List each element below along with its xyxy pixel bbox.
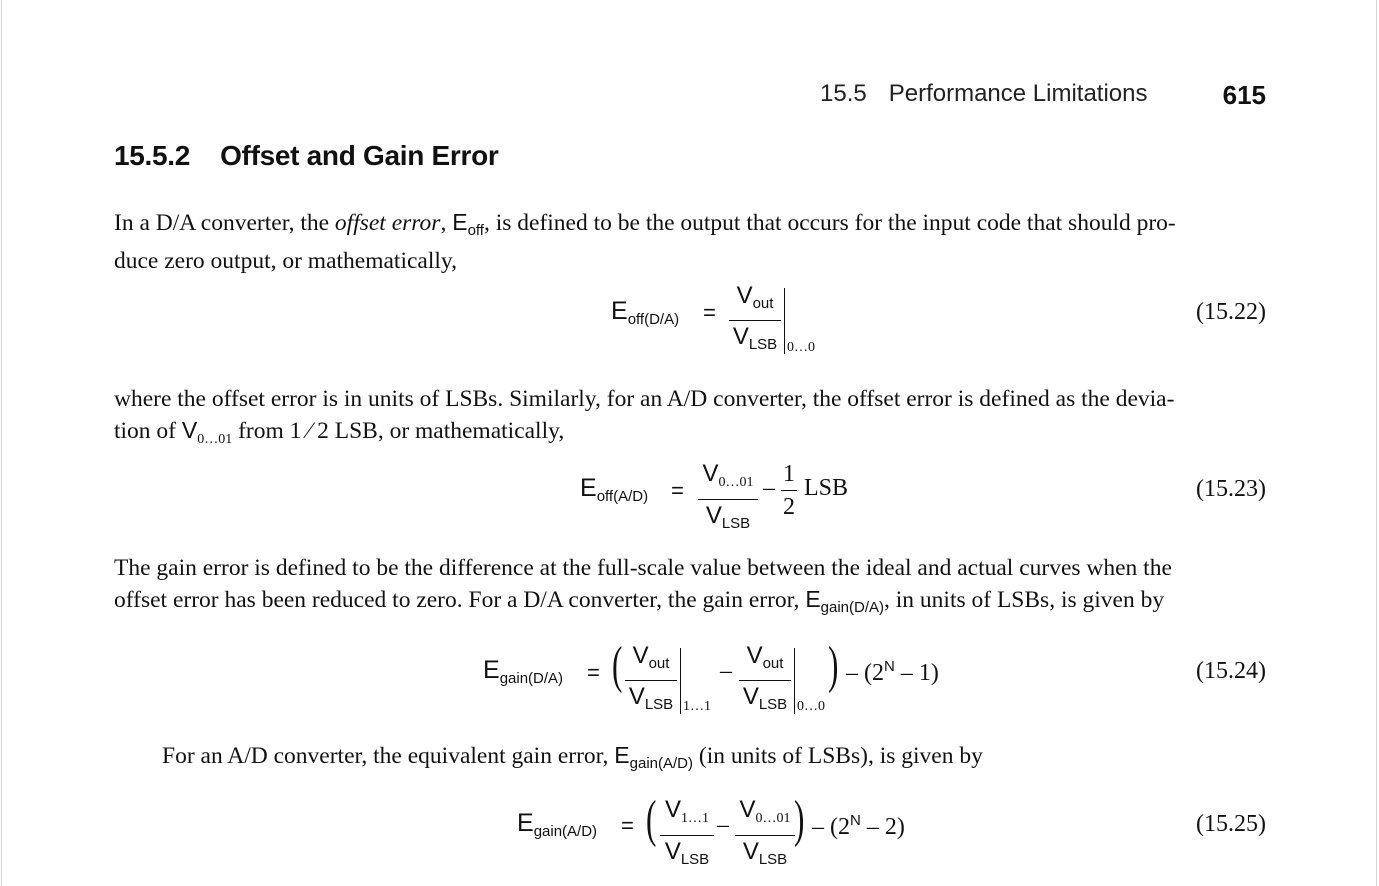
math-subscript: off(A/D)	[596, 488, 649, 505]
math-subscript: gain(A/D)	[629, 755, 693, 772]
paragraph-line	[162, 740, 1265, 779]
fraction-denominator	[735, 838, 795, 874]
fraction-denominator	[625, 683, 677, 719]
unit-label: LSB	[804, 475, 849, 501]
minus-sign: –	[720, 658, 732, 684]
fraction-denominator	[698, 502, 758, 538]
math-subscript: out	[752, 295, 774, 312]
equation-number: (15.23)	[1196, 476, 1266, 502]
text-run: – 2)	[860, 814, 905, 840]
fraction-bar	[729, 320, 781, 321]
paragraph-line	[114, 415, 1265, 455]
fraction-bar	[698, 499, 758, 500]
eq25-fraction-2	[735, 796, 795, 874]
text-run: , in units of LSBs, is given by	[884, 587, 1165, 613]
text-run: In a D/A converter, the	[114, 210, 335, 236]
math-symbol: V	[702, 460, 719, 487]
math-symbol: E	[517, 809, 534, 837]
equation-number: (15.22)	[1196, 299, 1266, 325]
eq24-lhs	[483, 656, 563, 687]
paragraph-offset-ad	[114, 384, 1265, 455]
math-symbol: E	[614, 742, 630, 768]
eq25-lhs	[517, 809, 597, 840]
eq25-tail	[812, 812, 905, 841]
math-symbol: V	[746, 642, 763, 669]
math-subscript: gain(D/A)	[820, 599, 885, 616]
math-subscript: gain(D/A)	[499, 670, 564, 687]
eq23-fraction	[698, 460, 758, 538]
evaluation-subscript: 0…0	[797, 699, 825, 714]
right-paren: )	[828, 637, 839, 694]
eq24-tail	[846, 658, 939, 687]
eq24-fraction-2	[739, 642, 791, 719]
math-symbol: V	[664, 838, 681, 865]
math-subscript: 0…01	[718, 475, 754, 490]
right-paren: )	[794, 791, 805, 848]
fraction-denominator	[660, 838, 714, 874]
math-subscript: out	[648, 655, 670, 672]
math-symbol: E	[580, 474, 597, 502]
math-subscript: gain(A/D)	[533, 823, 598, 840]
eq25-fraction-1	[660, 796, 714, 874]
running-head-section-title: Performance Limitations	[888, 80, 1148, 107]
math-subscript: LSB	[644, 696, 674, 713]
evaluation-bar	[680, 648, 681, 714]
eq23-lhs	[580, 474, 648, 505]
evaluation-subscript: 0…0	[787, 340, 815, 355]
math-subscript: LSB	[721, 515, 751, 532]
page-number: 615	[1222, 80, 1266, 110]
paragraph-gain-ad	[162, 740, 1265, 779]
math-superscript: N	[884, 658, 895, 675]
fraction-bar	[739, 680, 791, 681]
fraction-bar	[660, 835, 714, 836]
fraction-bar	[781, 490, 797, 491]
math-symbol: E	[452, 209, 468, 235]
eq24-fraction-1	[625, 642, 677, 719]
math-symbol: V	[736, 282, 753, 309]
fraction-bar	[625, 680, 677, 681]
math-subscript: 1…1	[681, 811, 709, 826]
text-run: offset error has been reduced to zero. For a D/A converter, the gain error,	[114, 587, 806, 613]
fraction-denominator	[729, 323, 781, 359]
eq22-fraction	[729, 282, 781, 359]
fraction-bar	[735, 835, 795, 836]
paragraph-gain-da	[114, 553, 1265, 623]
page-border-right	[1376, 0, 1377, 886]
fraction-numerator	[729, 282, 781, 318]
paragraph-line: The gain error is defined to be the difference at the full-scale value between the ideal and actual curves when the	[114, 555, 1172, 581]
text-run: – (2	[846, 660, 884, 686]
math-subscript: off	[467, 222, 484, 239]
paragraph-line: duce zero output, or mathematically,	[114, 248, 458, 274]
section-heading	[114, 140, 498, 172]
math-subscript: LSB	[680, 851, 710, 868]
text-run: , is defined to be the output that occurs for the input code that should pro-	[483, 210, 1176, 236]
fraction-numerator: 1	[783, 461, 795, 487]
math-subscript: LSB	[758, 851, 788, 868]
math-subscript: 0…01	[197, 432, 233, 447]
minus-sign: –	[717, 812, 729, 838]
math-symbol: V	[664, 796, 681, 823]
math-symbol: V	[181, 417, 198, 443]
fraction-denominator	[739, 683, 791, 719]
math-subscript: off(D/A)	[627, 311, 680, 328]
fraction-numerator	[698, 460, 758, 497]
math-symbol: V	[705, 502, 722, 529]
text-run: from 1 ⁄ 2 LSB, or mathematically,	[232, 418, 565, 444]
equation-number: (15.24)	[1196, 658, 1266, 684]
text-run: ,	[440, 210, 453, 236]
math-symbol: E	[805, 586, 821, 612]
running-head-section-number: 15.5	[820, 80, 867, 107]
math-symbol: E	[483, 656, 500, 684]
running-head	[820, 80, 1148, 108]
paragraph-offset-da	[114, 207, 1265, 277]
paragraph-line	[114, 584, 1265, 623]
fraction-denominator: 2	[783, 494, 795, 520]
math-symbol: V	[732, 323, 749, 350]
minus-sign: –	[763, 475, 775, 501]
equals-sign: =	[671, 478, 684, 503]
evaluation-bar	[794, 648, 795, 714]
eq22-lhs	[611, 297, 679, 328]
math-superscript: N	[850, 812, 861, 829]
evaluation-bar	[784, 288, 785, 354]
text-run: tion of	[114, 418, 182, 444]
evaluation-subscript: 1…1	[683, 699, 711, 714]
math-symbol: V	[742, 683, 759, 710]
italic-term: offset error	[334, 210, 441, 236]
section-heading-number: 15.5.2	[114, 140, 191, 171]
text-run: For an A/D converter, the equivalent gain error,	[162, 743, 615, 769]
math-symbol: V	[628, 683, 645, 710]
math-subscript: LSB	[748, 336, 778, 353]
text-run: (in units of LSBs), is given by	[693, 743, 983, 769]
section-heading-title: Offset and Gain Error	[220, 140, 499, 171]
paragraph-line	[114, 207, 1265, 246]
equals-sign: =	[621, 813, 634, 838]
fraction-numerator	[735, 796, 795, 833]
math-subscript: LSB	[758, 696, 788, 713]
equation-number: (15.25)	[1196, 811, 1266, 837]
eq23-half	[781, 460, 797, 521]
math-subscript: out	[762, 655, 784, 672]
math-symbol: V	[742, 838, 759, 865]
math-subscript: 0…01	[755, 811, 791, 826]
math-symbol: V	[739, 796, 756, 823]
equals-sign: =	[703, 300, 716, 325]
text-run: – (2	[812, 814, 850, 840]
paragraph-line: where the offset error is in units of LSBs. Similarly, for an A/D converter, the offset error is defined as the devia-	[114, 386, 1175, 412]
fraction-numerator	[625, 642, 677, 678]
fraction-numerator	[660, 796, 714, 833]
left-paren: (	[646, 791, 657, 848]
math-symbol: E	[611, 297, 628, 325]
page-border-left	[1, 0, 2, 886]
text-run: – 1)	[894, 660, 939, 686]
left-paren: (	[612, 637, 623, 694]
equals-sign: =	[587, 660, 600, 685]
math-symbol: V	[632, 642, 649, 669]
fraction-numerator	[739, 642, 791, 678]
